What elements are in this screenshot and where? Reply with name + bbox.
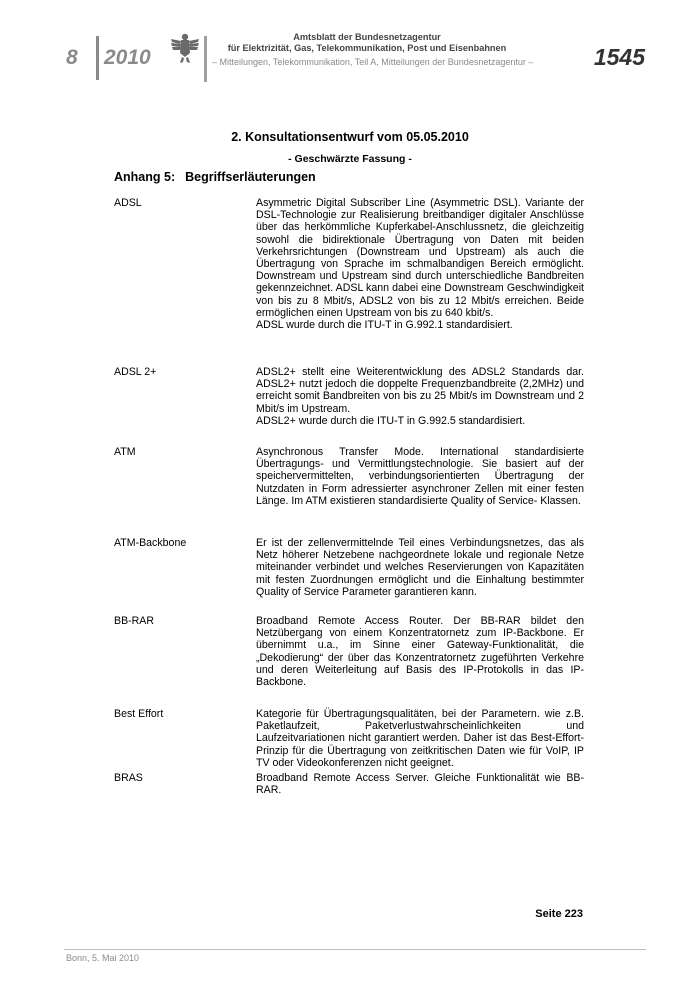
section-heading <box>114 170 316 184</box>
definition-atm-backbone <box>256 537 584 598</box>
section-label: Anhang 5: <box>114 170 176 184</box>
term-best-effort: Best Effort <box>114 708 164 720</box>
gazette-title <box>212 32 522 54</box>
definition-adsl <box>256 197 584 331</box>
definition-text: Asymmetric Digital Subscriber Line (Asymmetric DSL). Variante der DSL-Technologie zur Realisierung breitbandiger digitaler Anschlüsse über das herkömmliche Kupferkabel-Anschlussnetz, die gleichzeitig sowohl die bidirektionale Übertragung von Daten mit beiden Verkehrsrichtungen (Downstream und Upstream) als auch die Übertragung von Sprache im schmalbandigen Bereich ermöglicht. Downstream und Upstream sind durch unterschiedliche Bandbreiten gekennzeichnet. ADSL kann dabei eine Downstream Geschwindigkeit von bis zu 8 Mbit/s, ADSL2 von bis zu 12 Mbit/s erreichen. Beide ermöglichen einen Upstream von bis zu 640 kbit/s. <box>256 197 584 319</box>
gazette-page-number: 1545 <box>593 44 645 70</box>
gazette-title-line2: für Elektrizität, Gas, Telekommunikation, Post und Eisenbahnen <box>227 43 507 53</box>
definition-text: Kategorie für Übertragungsqualitäten, bei der Parametern. wie z.B. Paketlaufzeit, Paketverlustwahrscheinlichkeiten und Laufzeitvariationen nicht garantiert werden. Daher ist das Best-Effort-Prinzip für die Übertragung von zeitkritischen Daten wie für VoIP, IP TV oder Videokonferenzen nicht geeignet. <box>256 708 584 769</box>
gazette-subtitle: – Mitteilungen, Telekommunikation, Teil A, Mitteilungen der Bundesnetzagentur – <box>212 57 534 67</box>
header-divider-2 <box>204 36 207 82</box>
definition-best-effort <box>256 708 584 769</box>
term-atm-backbone: ATM-Backbone <box>114 537 187 549</box>
definition-text: ADSL2+ stellt eine Weiterentwicklung des ADSL2 Standards dar. ADSL2+ nutzt jedoch die doppelte Frequenzbandbreite (2,2MHz) und erreicht somit Bandbreiten von bis zu 25 Mbit/s im Downstream und 2 Mbit/s im Upstream. <box>256 366 584 415</box>
issue-number: 8 <box>66 46 78 69</box>
document-title: 2. Konsultationsentwurf vom 05.05.2010 <box>231 130 469 144</box>
definition-bras <box>256 772 584 796</box>
section-title: Begriffserläuterungen <box>185 170 316 184</box>
term-bras: BRAS <box>114 772 143 784</box>
term-bb-rar: BB-RAR <box>114 615 155 627</box>
issue-year: 2010 <box>104 46 151 69</box>
definition-text: Broadband Remote Access Server. Gleiche Funktionalität wie BB-RAR. <box>256 772 584 797</box>
header-divider <box>96 36 99 80</box>
document-subtitle: - Geschwärzte Fassung - <box>288 153 412 165</box>
definition-note: ADSL wurde durch die ITU-T in G.992.1 standardisiert. <box>256 319 513 332</box>
definition-atm <box>256 446 584 507</box>
footer-place-date: Bonn, 5. Mai 2010 <box>66 953 140 963</box>
definition-text: Asynchronous Transfer Mode. International standardisierte Übertragungs- und Vermittlungstechnologie. Sie basiert auf der speichervermittelten, verbindungsorientierten Übertragung der Nutzdaten in Form adressierter asynchroner Zellen mit einer festen Länge. Im ATM existieren standardisierte Quality of Service- Klassen. <box>256 446 584 507</box>
definition-text: Broadband Remote Access Router. Der BB-RAR bildet den Netzübergang von einem Konzentratornetz zum IP-Backbone. Er übernimmt u.a., im Sinne einer Gateway-Funktionalität, die „Dekodierung“ der über das Konzentratornetz zugeführten Verkehre und deren Weiterleitung auf Basis des IP-Protokolls in das IP-Backbone. <box>256 615 584 689</box>
gazette-title-line1: Amtsblatt der Bundesnetzagentur <box>293 32 441 42</box>
term-atm: ATM <box>114 446 136 458</box>
term-adsl: ADSL <box>114 197 142 209</box>
definition-bb-rar <box>256 615 584 688</box>
federal-eagle-icon <box>170 31 200 65</box>
definition-adsl2plus <box>256 366 584 427</box>
term-adsl2plus: ADSL 2+ <box>114 366 157 378</box>
definition-text: Er ist der zellenvermittelnde Teil eines Verbindungsnetzes, das als Netz höherer Netzebene nachgeordnete lokale und regionale Netze miteinander verbindet und welches Reservierungen von Kapazitäten mit festen Zuordnungen ermöglicht und die Einhaltung bestimmter Quality of Service Parameter garantieren kann. <box>256 537 584 598</box>
document-page-number: Seite 223 <box>535 908 583 920</box>
footer-divider <box>64 949 646 950</box>
definition-note: ADSL2+ wurde durch die ITU-T in G.992.5 standardisiert. <box>256 414 526 427</box>
